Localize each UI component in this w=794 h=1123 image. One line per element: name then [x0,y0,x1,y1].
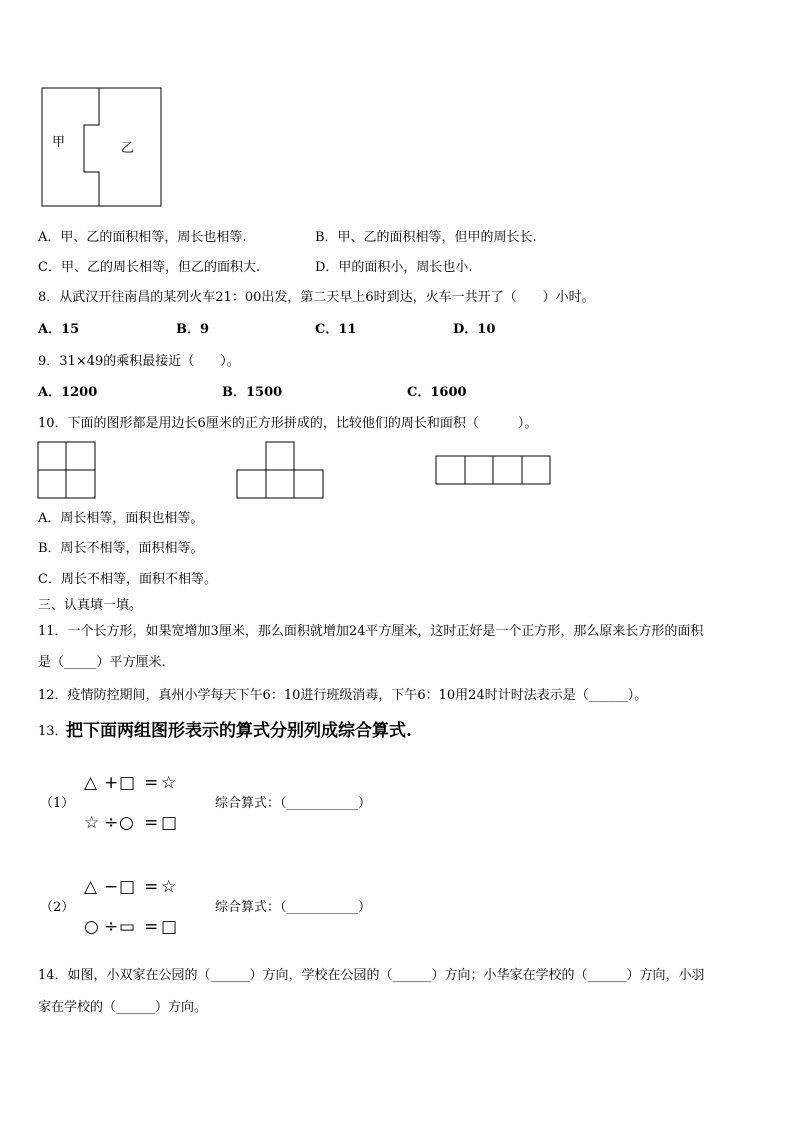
q13-group2-row2-rectangle-icon: ▭ [119,917,136,937]
q13-group2-row2-circle-icon: ○ [84,917,99,937]
q13-group2-label: （2） [40,900,75,915]
q13-group1-row2-square-icon: □ [161,813,178,833]
q13-number: 13． [38,724,68,739]
q7-option-c: C．甲、乙的周长相等，但乙的面积大. [38,260,261,275]
q13-group2-row1-triangle-icon: △ [84,877,98,897]
q13-group1-row1-star-icon: ☆ [161,773,177,793]
q13-group1-row2-equals: = [144,813,159,833]
q14-line-2: 家在学校的（______）方向。 [38,1000,208,1015]
q9-option-a: A．1200 [38,385,98,400]
q10-option-a: A．周长相等，面积也相等。 [38,511,204,526]
q13-group1-row2-circle-icon: ○ [119,813,134,833]
q13-group2-row2-equals: = [144,917,159,937]
q10-option-c: C．周长不相等，面积不相等。 [38,572,217,587]
section-3-title: 三、认真填一填。 [38,598,143,613]
q8-text: 8．从武汉开往南昌的某列火车21：00出发，第二天早上6时到达，火车一共开了（ ）小时。 [38,290,595,305]
label-yi: 乙 [121,141,135,156]
q10-figure-row [436,456,550,484]
q13-group2-row1-star-icon: ☆ [161,877,177,897]
q8-option-a: A．15 [38,322,80,337]
q8-option-c: C．11 [315,322,357,337]
q13-group2-answer: 综合算式：（___________） [215,900,372,915]
q13-group1-row1-equals: = [144,773,159,793]
q11-line-2: 是（_____）平方厘米. [38,655,166,670]
q7-option-a: A．甲、乙的面积相等，周长也相等. [38,230,247,245]
q13-group2-row1-square-icon: □ [119,877,136,897]
q8-option-d: D．10 [453,322,496,337]
q10-square-figures [0,0,794,520]
q7-option-d: D．甲的面积小，周长也小. [315,260,473,275]
q8-option-b: B．9 [176,322,210,337]
q10-option-b: B．周长不相等，面积相等。 [38,541,204,556]
q11-line-1: 11．一个长方形，如果宽增加3厘米，那么面积就增加24平方厘米，这时正好是一个正方形，那么原来长方形的面积 [38,624,704,639]
q9-option-b: B．1500 [222,385,283,400]
q10-text: 10．下面的图形都是用边长6厘米的正方形拼成的，比较他们的周长和面积（ ）。 [38,416,538,431]
q7-option-b: B．甲、乙的面积相等，但甲的周长长. [315,230,537,245]
q13-group1-row1-square-icon: □ [119,773,136,793]
q13-group2-row2-square-icon: □ [161,917,178,937]
q13-group2-row2-divide: ÷ [104,917,119,937]
q13-text: 把下面两组图形表示的算式分别列成综合算式. [66,721,412,741]
q14-line-1: 14．如图，小双家在公园的（______）方向，学校在公园的（______）方向；小华家在学校的（______）方向，小羽 [38,968,705,983]
label-jia: 甲 [52,135,66,150]
q9-text: 9．31×49的乘积最接近（ ）。 [38,354,240,369]
q10-figure-t-shape [237,442,323,498]
q12-text: 12．疫情防控期间，真州小学每天下午6：10进行班级消毒，下午6：10用24时计时法表示是（______）。 [38,688,648,703]
q13-group1-row2-divide: ÷ [104,813,119,833]
q13-group2-row1-equals: = [144,877,159,897]
q10-figure-2x2 [38,442,95,498]
q13-group1-row1-triangle-icon: △ [84,773,98,793]
q9-option-c: C．1600 [407,385,467,400]
q13-group1-row2-star-icon: ☆ [84,813,100,833]
q13-group1-label: （1） [40,796,75,811]
q13-group2-row1-minus: − [104,877,119,897]
q13-group1-row1-plus: + [104,773,119,793]
q13-group1-answer: 综合算式：（___________） [215,796,372,811]
